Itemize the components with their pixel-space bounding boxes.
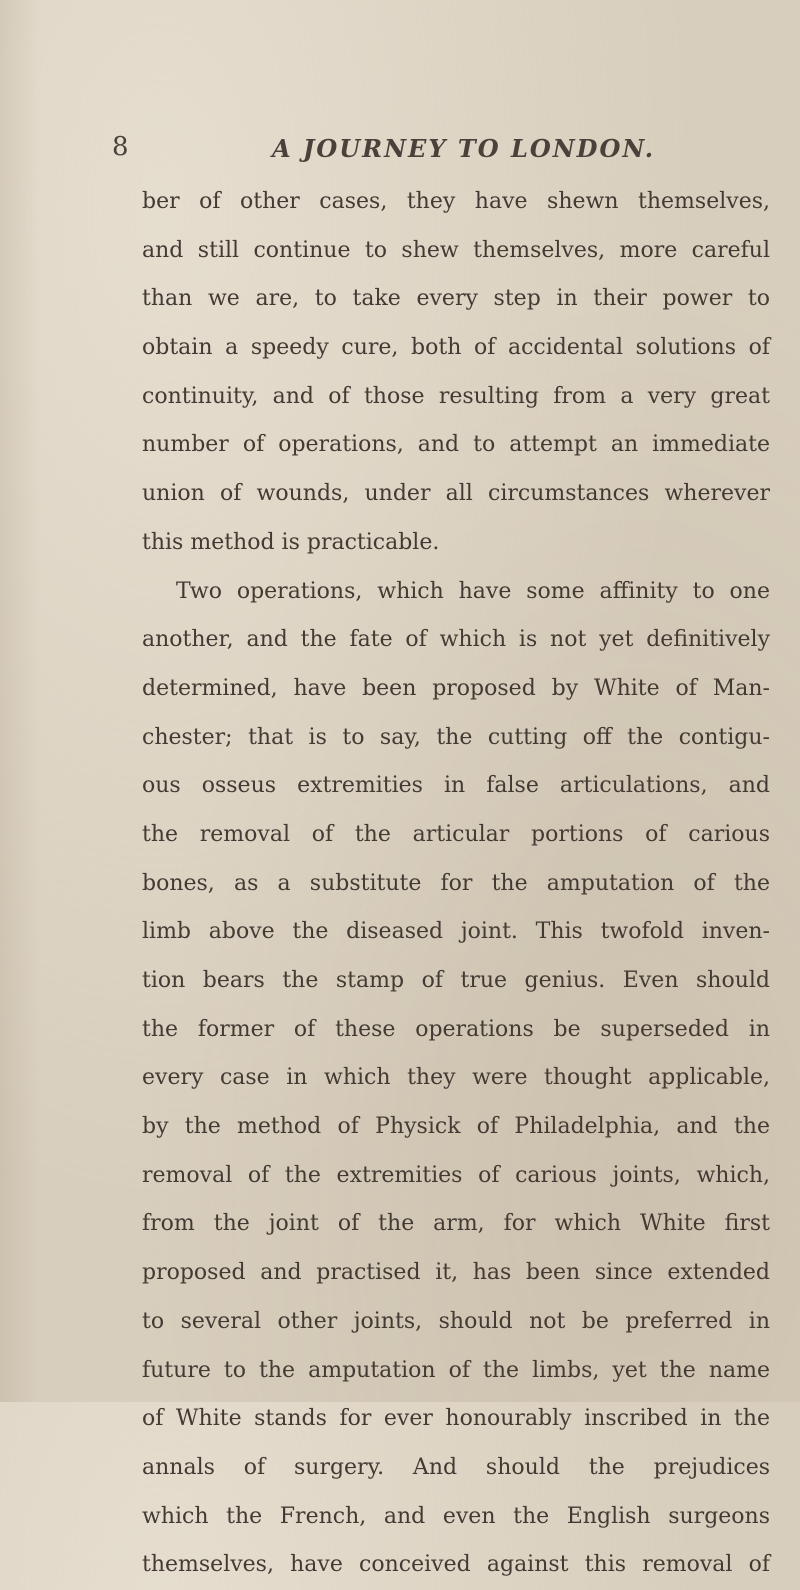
text-line: obtain a speedy cure, both of accidental solutions of <box>142 335 770 361</box>
text-line: tion bears the stamp of true genius. Even should <box>142 968 770 993</box>
text-line: of White stands for ever honourably inscribed in the <box>142 1406 770 1432</box>
text-line: this method is practicable. <box>142 529 440 555</box>
text-line: removal of the extremities of carious joints, which, <box>142 1162 770 1188</box>
text-line: by the method of Physick of Philadelphia, and the <box>142 1114 770 1140</box>
text-line: to several other joints, should not be preferred in <box>142 1308 770 1334</box>
text-line: ous osseus extremities in false articulations, and <box>142 773 770 799</box>
text-line: determined, have been proposed by White of Man- <box>142 675 770 701</box>
page-number: 8 <box>112 132 129 162</box>
text-line: which the French, and even the English surgeons <box>142 1503 770 1529</box>
page-header <box>112 132 752 172</box>
text-line: and still continue to shew themselves, more careful <box>142 237 770 263</box>
text-line: from the joint of the arm, for which White first <box>142 1211 770 1237</box>
text-line: chester; that is to say, the cutting off the contigu- <box>142 724 770 750</box>
text-line: the removal of the articular portions of carious <box>142 821 770 847</box>
text-line: number of operations, and to attempt an immediate <box>142 432 770 458</box>
text-line: bones, as a substitute for the amputation of the <box>142 870 770 896</box>
text-line: future to the amputation of the limbs, yet the name <box>142 1357 770 1383</box>
text-line: than we are, to take every step in their power to <box>142 286 770 312</box>
text-line: themselves, have conceived against this removal of <box>142 1552 770 1578</box>
text-line: every case in which they were thought applicable, <box>142 1065 770 1091</box>
running-head: A JOURNEY TO LONDON. <box>272 134 656 163</box>
body-text <box>142 178 770 1590</box>
text-line: another, and the fate of which is not yet definitively <box>142 627 770 653</box>
page-edge-shadow <box>0 0 40 1402</box>
text-line: annals of surgery. And should the prejudices <box>142 1454 770 1480</box>
text-line: continuity, and of those resulting from a very great <box>142 383 770 409</box>
text-line: the former of these operations be superseded in <box>142 1016 770 1042</box>
text-line: ber of other cases, they have shewn themselves, <box>142 189 770 214</box>
paragraph-start-line: Two operations, which have some affinity to one <box>176 578 770 604</box>
text-line: union of wounds, under all circumstances wherever <box>142 481 770 507</box>
text-line: limb above the diseased joint. This twofold inven- <box>142 919 770 945</box>
text-line: proposed and practised it, has been since extended <box>142 1260 770 1286</box>
